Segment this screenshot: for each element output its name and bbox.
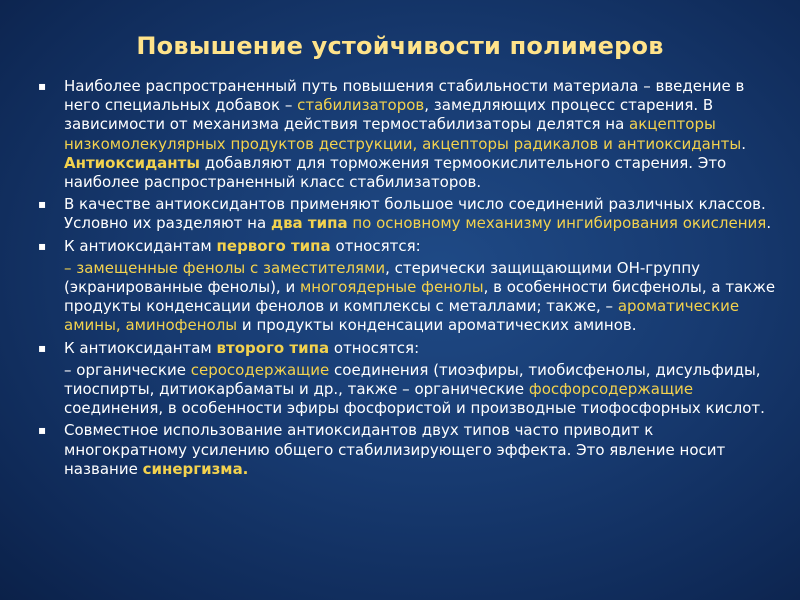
- highlight-first-type: первого типа: [216, 236, 331, 255]
- highlight-mechanism: по основному механизму ингибирования окисления: [352, 214, 767, 233]
- highlight-aromatic-amines: ароматические амины, аминофенолы: [64, 297, 740, 335]
- highlight-substituted-phenols: – замещенные фенолы с заместителями: [64, 258, 386, 277]
- highlight-antioxidants: Антиоксиданты: [64, 153, 200, 172]
- text-run: К антиоксидантам: [64, 236, 217, 255]
- text-run: соединения (тиоэфиры, тиобисфенолы, дисульфиды, тиоспирты, дитиокарбаматы и др., также – органические: [64, 360, 761, 399]
- text-run: относятся:: [329, 338, 420, 357]
- text-run: – органические: [64, 360, 191, 379]
- bullet-synergism: [38, 421, 778, 479]
- bullet-icon: ▪: [38, 238, 47, 253]
- text-run: относятся:: [330, 236, 421, 255]
- text-run: В качестве антиоксидантов применяют большое число соединений различных классов. Условно их разделяют на: [64, 195, 766, 233]
- text-run: К антиоксидантам: [64, 338, 217, 357]
- text-run: добавляют для торможения термоокислительного старения. Это наиболее распространенный класс стабилизаторов.: [64, 153, 727, 192]
- highlight-stabilizers: стабилизаторов: [297, 96, 425, 115]
- slide-title: Повышение устойчивости полимеров: [136, 32, 664, 60]
- text-run: .: [766, 214, 772, 233]
- bullet-two-types: [38, 195, 778, 233]
- sub-first-type-list: [38, 259, 778, 336]
- text-run: .: [741, 134, 747, 153]
- bullet-first-type: [38, 237, 778, 256]
- bullet-icon: ▪: [38, 423, 47, 438]
- slide-content: [38, 77, 778, 482]
- bullet-second-type: [38, 339, 778, 358]
- text-run: , стерически защищающими ОН-группу (экранированные фенолы), и: [64, 258, 701, 297]
- highlight-phosphorus-containing: фосфорсодержащие: [528, 380, 694, 399]
- bullet-icon: ▪: [38, 197, 47, 212]
- highlight-acceptors: акцепторы низкомолекулярных продуктов деструкции, акцепторы радикалов и антиоксиданты: [64, 115, 742, 153]
- text-run: Совместное использование антиоксидантов двух типов часто приводит к многократному усилению общего стабилизирующего эффекта. Это явление носит название: [64, 421, 726, 478]
- highlight-second-type: второго типа: [216, 338, 330, 357]
- bullet-icon: ▪: [38, 340, 47, 355]
- text-run: , замедляющих процесс старения. В зависимости от механизма действия термостабилизаторы делятся на: [64, 96, 714, 134]
- bullet-icon: ▪: [38, 79, 47, 93]
- highlight-polynuclear-phenols: многоядерные фенолы: [299, 278, 484, 297]
- text-run: соединения, в особенности эфиры фосфористой и производные тиофосфорных кислот.: [64, 399, 765, 418]
- text-run: , в особенности бисфенолы, а также продукты конденсации фенолов и комплексы с металлами; также, –: [64, 278, 776, 316]
- text-run: и продукты конденсации ароматических аминов.: [237, 316, 637, 335]
- bullet-stabilizers: [38, 77, 778, 192]
- highlight-synergism: синергизма.: [142, 459, 249, 478]
- sub-second-type-list: [38, 361, 778, 419]
- highlight-two-types: два типа: [270, 214, 348, 233]
- highlight-sulfur-containing: серосодержащие: [190, 360, 330, 379]
- text-run: Наиболее распространенный путь повышения стабильности материала – введение в него специальных добавок –: [64, 77, 745, 115]
